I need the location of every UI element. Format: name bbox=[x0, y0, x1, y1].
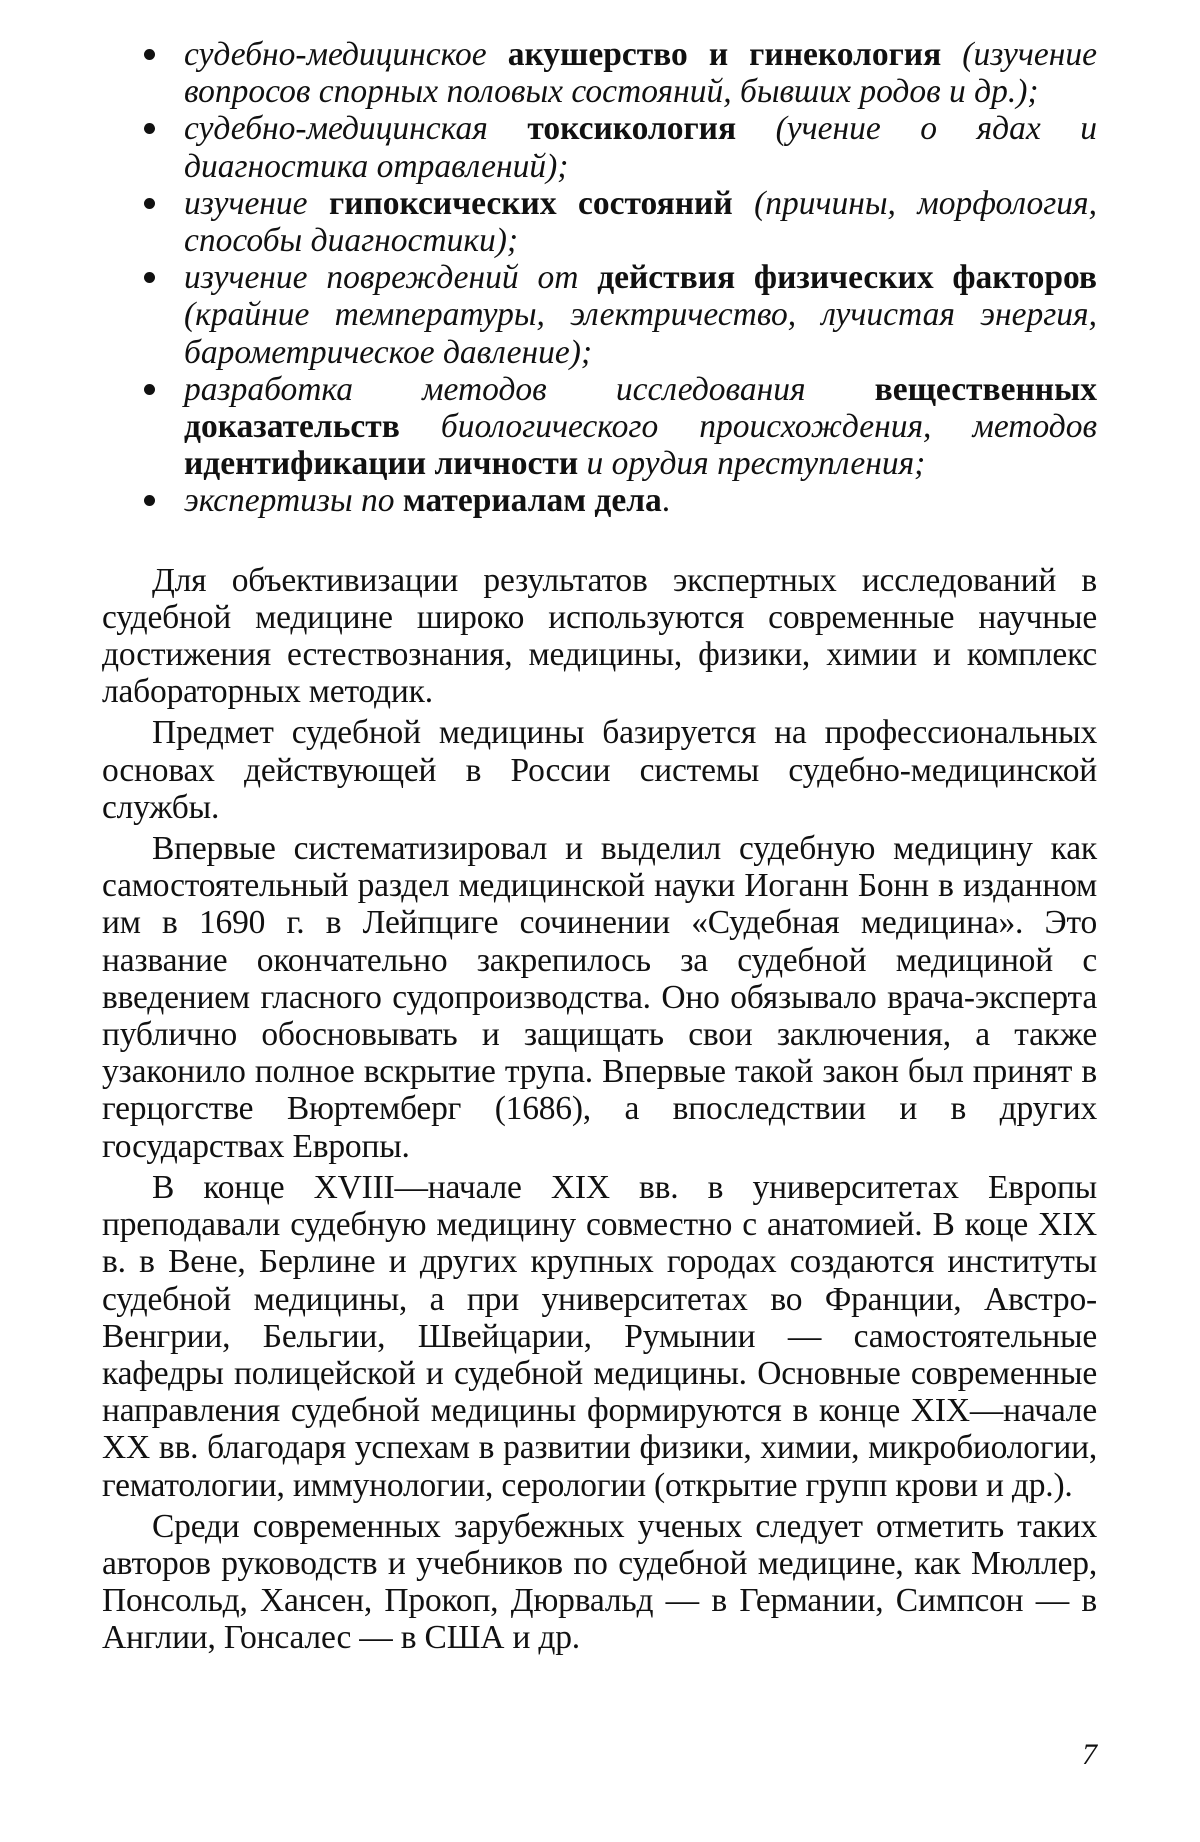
bullet-dot-icon bbox=[144, 384, 155, 395]
paragraph: Впервые систематизировал и выделил судебную медицину как самостоятельный раздел медицинской науки Иоганн Бонн в изданном им в 1690 г. в Лейпциге сочинении «Судебная медицина». Это название окончательно закрепилось за судебной медициной с введением гласного судопроизводства. Оно обязывало врача-эксперта публично обосновывать и защищать свои заключения, а также узаконило полное вскрытие трупа. Впервые такой закон был принят в герцогстве Вюртемберг (1686), а впоследствии и в других государствах Европы. bbox=[102, 830, 1097, 1165]
bullet-text-italic: судебно-медицинская bbox=[184, 110, 528, 148]
paragraph: Среди современных зарубежных ученых следует отметить таких авторов руководств и учебников по судебной медицине, как Мюллер, Понсольд, Хансен, Прокоп, Дюрвальд — в Германии, Симпсон — в Англии, Гонсалес — в США и др. bbox=[102, 1507, 1097, 1657]
bullet-text-bold: вещественных доказательств bbox=[184, 370, 1097, 446]
bullet-dot-icon bbox=[144, 495, 155, 506]
bullet-text-bold: токсикология bbox=[527, 110, 737, 148]
bullet-text-italic: и орудия преступления; bbox=[578, 445, 926, 483]
paragraph: В конце XVIII—начале XIX вв. в университетах Европы преподавали судебную медицину совместно с анатомией. В коце XIX в. в Вене, Берлине и других крупных городах создаются институты судебной медицины, а при университетах во Франции, Австро-Венгрии, Бельгии, Швейцарии, Румынии — самостоятельные кафедры полицейской и судебной медицины. Основные современные направления судебной медицины формируются в конце XIX—начале XX вв. благодаря успехам в развитии физики, химии, микробиологии, гематологии, иммунологии, серологии (открытие групп крови и др.). bbox=[102, 1168, 1097, 1504]
bullet-text-bold: акушерство и гинекология bbox=[507, 36, 942, 73]
bullet-text-italic: изучение bbox=[184, 184, 329, 222]
bullet-item bbox=[102, 371, 1097, 483]
bullet-text-bold: идентификации личности bbox=[184, 445, 579, 483]
bullet-text-italic: биологического происхождения, методов bbox=[399, 408, 1097, 446]
bullet-dot-icon bbox=[144, 49, 155, 60]
bullet-text-bold: действия физических факторов bbox=[597, 259, 1097, 297]
page-content bbox=[102, 36, 1097, 1661]
bullet-dot-icon bbox=[144, 123, 155, 134]
bullet-dot-icon bbox=[144, 198, 155, 209]
bullet-text-plain: . bbox=[661, 482, 671, 520]
page-number: 7 bbox=[1082, 1738, 1097, 1771]
bullet-text-italic: судебно-медицинское bbox=[184, 36, 508, 73]
bullet-item bbox=[102, 185, 1097, 259]
bullet-text-italic: разработка методов исследования bbox=[184, 370, 875, 408]
bullet-dot-icon bbox=[144, 272, 155, 283]
bullet-text-italic: экспертизы по bbox=[184, 482, 403, 520]
bullet-text-italic: (изучение вопросов спорных половых состояний, бывших родов и др.); bbox=[184, 36, 1097, 111]
bullet-item bbox=[102, 259, 1097, 371]
bullet-text-italic: (крайние температуры, электричество, лучистая энергия, барометрическое давление); bbox=[184, 296, 1097, 371]
bullet-text-italic: изучение повреждений от bbox=[184, 259, 598, 297]
paragraph: Предмет судебной медицины базируется на профессиональных основах действующей в России системы судебно-медицинской службы. bbox=[102, 714, 1097, 826]
bullet-list bbox=[102, 36, 1097, 520]
bullet-text-bold: гипоксических состояний bbox=[328, 184, 733, 222]
bullet-item bbox=[102, 36, 1097, 110]
body-text bbox=[102, 562, 1097, 1657]
bullet-text-bold: материалам дела bbox=[402, 482, 662, 520]
bullet-item bbox=[102, 110, 1097, 184]
bullet-item bbox=[102, 482, 1097, 519]
bullet-text-italic: (учение о ядах и диагностика отравлений); bbox=[184, 110, 1097, 185]
paragraph: Для объективизации результатов экспертных исследований в судебной медицине широко используются современные научные достижения естествознания, медицины, физики, химии и комплекс лабораторных методик. bbox=[102, 561, 1097, 711]
bullet-text-italic: (причины, морфология, способы диагностики); bbox=[184, 184, 1097, 260]
